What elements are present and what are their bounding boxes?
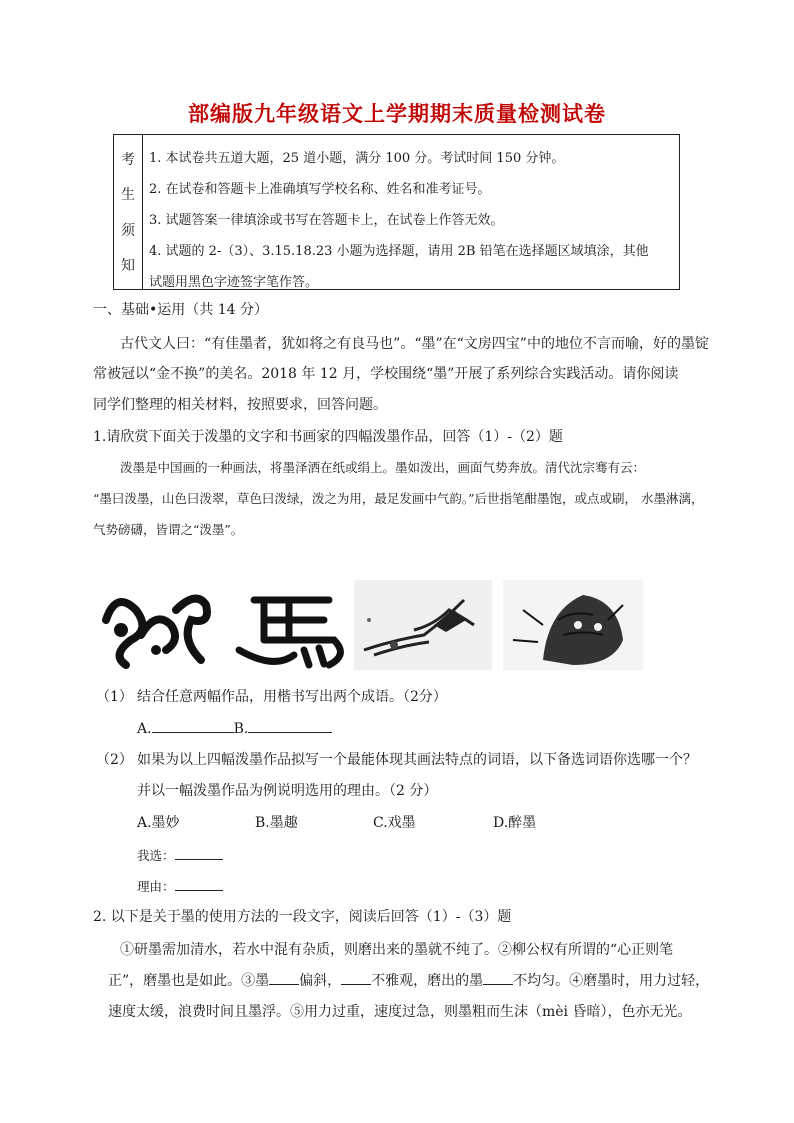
notice-box (113, 134, 680, 290)
subquestion-1-label: （1） (96, 689, 133, 705)
notice-item: 2. 在试卷和答题卡上准确填写学校名称、姓名和准考证号。 (149, 182, 491, 197)
fill-blank[interactable] (341, 970, 371, 985)
choice-label: 我选： (137, 848, 175, 863)
notice-head-char: 考 (121, 151, 135, 168)
notice-head-char: 知 (121, 258, 135, 275)
passage-line: ①研墨需加清水，若水中混有杂质，则磨出来的墨就不纯了。②柳公权有所谓的“心正则笔 (120, 942, 674, 958)
question-1-stem: 1.请欣赏下面关于泼墨的文字和书画家的四幅泼墨作品，回答（1）-（2）题 (93, 429, 563, 445)
notice-heading (114, 135, 143, 289)
notice-item: 4. 试题的 2-（3）、3.15.18.23 小题为选择题，请用 2B 铅笔在选择题区域填涂，其他 (149, 244, 649, 259)
notice-item: 试题用黑色字迹签字笔作答。 (149, 275, 319, 290)
choice-row (137, 845, 223, 864)
ink-painting-tiger-image (503, 580, 643, 670)
option-b: B.墨趣 (255, 815, 298, 831)
answer-blanks (137, 718, 332, 737)
passage-fragment: 正”，磨墨也是如此。③墨 (108, 973, 270, 989)
passage-fragment: 偏斜， (299, 973, 342, 989)
intro-line: 古代文人曰：“有佳墨者，犹如将之有良马也”。“墨”在“文房四宝”中的地位不言而喻，好的墨锭 (120, 336, 709, 352)
subquestion-2-text: 如果为以上四幅泼墨作品拟写一个最能体现其画法特点的词语，以下备选词语你选哪一个？ (137, 752, 697, 768)
notice-head-char: 须 (121, 222, 135, 239)
passage-line: “墨曰泼墨，山色曰泼翠，草色曰泼绿，泼之为用，最足发画中气韵。”后世指笔酣墨饱，或点或刷， 水墨淋漓， (93, 491, 704, 506)
passage-line: 速度太缓，浪费时间且墨浮。⑤用力过重，速度过急，则墨粗而生沫（mèi 昏暗），色亦无光。 (108, 1004, 692, 1020)
subquestion-1-text: 结合任意两幅作品，用楷书写出两个成语。（2分） (137, 689, 447, 705)
page-title: 部编版九年级语文上学期期末质量检测试卷 (188, 102, 606, 126)
notice-head-char: 生 (121, 187, 135, 204)
answer-b-blank[interactable] (248, 718, 332, 733)
passage-fragment: 不雅观，磨出的墨 (371, 973, 484, 989)
reason-label: 理由： (137, 879, 175, 894)
reason-row (137, 876, 223, 895)
intro-line: 常被冠以“金不换”的美名。2018 年 12 月，学校围绕“墨”开展了系列综合实践活动。请你阅读 (93, 366, 679, 382)
ink-calligraphy-image-2 (234, 580, 354, 670)
option-d: D.醉墨 (493, 815, 537, 831)
answer-b-label: B. (233, 721, 249, 737)
choice-blank[interactable] (175, 845, 223, 860)
subquestion-2-text: 并以一幅泼墨作品为例说明选用的理由。（2 分） (137, 783, 438, 799)
notice-item: 1. 本试卷共五道大题，25 道小题，满分 100 分。考试时间 150 分钟。 (149, 151, 565, 166)
option-c: C.戏墨 (373, 815, 416, 831)
ink-artworks (96, 580, 656, 672)
option-a: A.墨妙 (137, 815, 180, 831)
section-heading: 一、基础•运用（共 14 分） (93, 302, 268, 318)
question-2-stem: 2. 以下是关于墨的使用方法的一段文字，阅读后回答（1）-（3）题 (93, 909, 512, 925)
reason-blank[interactable] (175, 876, 223, 891)
fill-blank[interactable] (483, 970, 513, 985)
answer-a-blank[interactable] (152, 718, 234, 733)
intro-line: 同学们整理的相关材料，按照要求，回答问题。 (93, 397, 387, 413)
subquestion-2-label: （2） (96, 752, 133, 768)
ink-painting-eagle-image (354, 580, 492, 670)
passage-line: 气势磅礴，皆谓之“泼墨”。 (93, 522, 244, 537)
notice-item: 3. 试题答案一律填涂或书写在答题卡上，在试卷上作答无效。 (149, 213, 504, 228)
ink-calligraphy-image-1 (96, 580, 216, 670)
answer-a-label: A. (137, 721, 152, 737)
passage-fragment: 不均匀。④磨墨时，用力过轻， (513, 973, 710, 989)
passage-line-with-blanks (108, 970, 709, 990)
notice-items (149, 143, 673, 298)
passage-line: 泼墨是中国画的一种画法，将墨泽洒在纸或绢上。墨如泼出，画面气势奔放。清代沈宗骞有云： (120, 460, 646, 475)
fill-blank[interactable] (269, 970, 299, 985)
